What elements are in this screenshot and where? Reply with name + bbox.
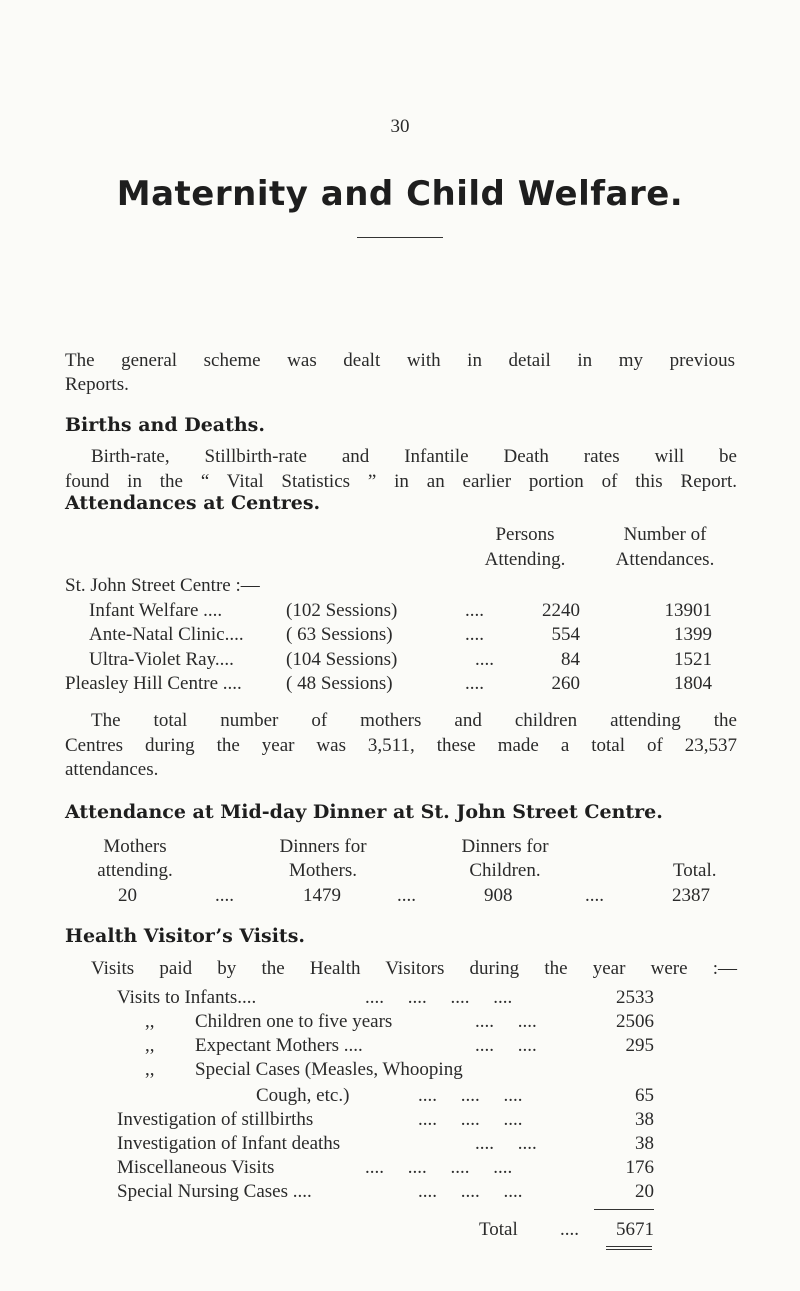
summary-line-2: Centres during the year was 3,511, these made a total of 23,537 <box>65 735 737 756</box>
dot-leader: .... <box>475 649 494 670</box>
dot-leader: .... .... .... .... <box>365 1157 513 1178</box>
persons-value: 2240 <box>542 600 580 621</box>
visits-total-value: 5671 <box>616 1219 654 1240</box>
col-number-header-2: Attendances. <box>615 549 715 570</box>
visit-label: Special Cases (Measles, Whooping <box>195 1059 463 1080</box>
col-number-header-1: Number of <box>623 524 707 545</box>
attendances-value: 1399 <box>674 624 712 645</box>
ditto-mark: ,, <box>145 1059 155 1080</box>
births-line-2: found in the “ Vital Statistics ” in an earlier portion of this Report. <box>65 471 737 492</box>
dot-leader: .... <box>397 885 416 906</box>
dot-leader: .... .... .... <box>418 1181 523 1202</box>
visit-value: 176 <box>625 1157 654 1178</box>
persons-value: 260 <box>551 673 580 694</box>
dinner-col-total: Total. <box>673 860 717 881</box>
dinner-col-mothers-1: Mothers <box>103 836 167 857</box>
centre-name: Infant Welfare .... <box>89 600 223 621</box>
centre-sessions: ( 48 Sessions) <box>286 673 393 694</box>
dinner-mothers-value: 20 <box>118 885 137 906</box>
dinner-col-mothers-2: attending. <box>97 860 173 881</box>
dot-leader: .... <box>465 600 484 621</box>
page-number: 30 <box>390 116 410 137</box>
attendances-heading: Attendances at Centres. <box>65 492 321 514</box>
visit-value: 38 <box>635 1109 654 1130</box>
dinner-heading: Attendance at Mid-day Dinner at St. John Street Centre. <box>65 801 663 823</box>
dot-leader: .... .... <box>475 1133 537 1154</box>
centre-name: Ultra-Violet Ray.... <box>89 649 234 670</box>
visit-value: 295 <box>625 1035 654 1056</box>
visit-value: 38 <box>635 1133 654 1154</box>
dot-leader: .... <box>465 624 484 645</box>
ditto-mark: ,, <box>145 1011 155 1032</box>
visit-label: Children one to five years <box>195 1011 393 1032</box>
centre-sessions: ( 63 Sessions) <box>286 624 393 645</box>
visit-label: Special Nursing Cases .... <box>117 1181 312 1202</box>
dinner-col-dc-2: Children. <box>469 860 541 881</box>
total-rule <box>594 1209 654 1210</box>
dinner-col-dm-1: Dinners for <box>279 836 367 857</box>
visit-value: 2533 <box>616 987 654 1008</box>
visit-value: 2506 <box>616 1011 654 1032</box>
ditto-mark: ,, <box>145 1035 155 1056</box>
group-label: St. John Street Centre :— <box>65 575 260 596</box>
summary-line-1: The total number of mothers and children attending the <box>91 710 737 731</box>
centre-name: Pleasley Hill Centre .... <box>65 673 242 694</box>
visits-heading: Health Visitor’s Visits. <box>65 925 306 947</box>
dot-leader: .... .... <box>475 1011 537 1032</box>
dinner-total-value: 2387 <box>672 885 710 906</box>
visit-label: Expectant Mothers .... <box>195 1035 363 1056</box>
visits-intro: Visits paid by the Health Visitors during the year were :— <box>91 958 737 979</box>
visits-total-label: Total <box>479 1219 518 1240</box>
dinner-col-dm-2: Mothers. <box>288 860 358 881</box>
dot-leader: .... .... <box>475 1035 537 1056</box>
births-line-1: Birth-rate, Stillbirth-rate and Infantile Death rates will be <box>91 446 737 467</box>
dot-leader: .... <box>560 1219 579 1240</box>
dot-leader: .... .... .... <box>418 1085 523 1106</box>
page-title: Maternity and Child Welfare. <box>116 174 684 214</box>
dot-leader: .... <box>465 673 484 694</box>
title-divider <box>357 237 443 238</box>
visit-label: Cough, etc.) <box>256 1085 350 1106</box>
dinner-mothers-meals-value: 1479 <box>303 885 341 906</box>
col-persons-header-1: Persons <box>495 524 555 545</box>
dinner-col-dc-1: Dinners for <box>461 836 549 857</box>
dot-leader: .... <box>215 885 234 906</box>
attendances-value: 13901 <box>664 600 712 621</box>
visit-label: Visits to Infants.... <box>117 987 257 1008</box>
births-heading: Births and Deaths. <box>65 414 265 436</box>
dot-leader: .... <box>585 885 604 906</box>
centre-sessions: (102 Sessions) <box>286 600 398 621</box>
visit-label: Investigation of Infant deaths <box>117 1133 341 1154</box>
dot-leader: .... .... .... .... <box>365 987 513 1008</box>
attendances-value: 1521 <box>674 649 712 670</box>
dinner-children-meals-value: 908 <box>484 885 513 906</box>
col-persons-header-2: Attending. <box>484 549 566 570</box>
double-rule-top <box>606 1246 652 1247</box>
attendances-value: 1804 <box>674 673 712 694</box>
centre-name: Ante-Natal Clinic.... <box>89 624 244 645</box>
intro-line-2: Reports. <box>65 374 129 395</box>
persons-value: 84 <box>561 649 580 670</box>
double-rule-bottom <box>606 1249 652 1250</box>
visit-label: Miscellaneous Visits <box>117 1157 275 1178</box>
summary-line-3: attendances. <box>65 759 159 780</box>
dot-leader: .... .... .... <box>418 1109 523 1130</box>
centre-sessions: (104 Sessions) <box>286 649 398 670</box>
visit-label: Investigation of stillbirths <box>117 1109 314 1130</box>
intro-line-1: The general scheme was dealt with in detail in my previous <box>65 350 735 371</box>
visit-value: 20 <box>635 1181 654 1202</box>
persons-value: 554 <box>551 624 580 645</box>
visit-value: 65 <box>635 1085 654 1106</box>
